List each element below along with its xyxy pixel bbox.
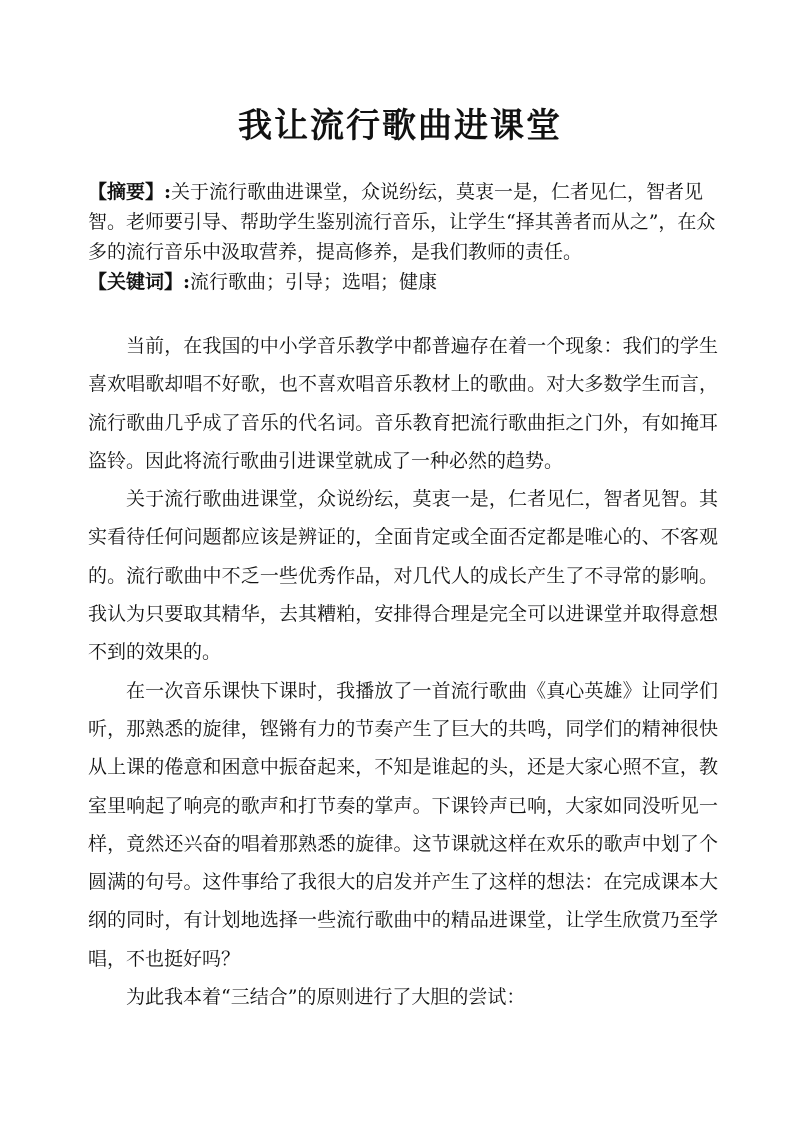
paragraph-2: 关于流行歌曲进课堂，众说纷纭，莫衷一是，仁者见仁，智者见智。其实看待任何问题都应该是辨证的，全面肯定或全面否定都是唯心的、不客观的。流行歌曲中不乏一些优秀作品，对几代人的成长产生了不寻常的影响。我认为只要取其精华，去其糟粕，安排得合理是完全可以进课堂并取得意想不到的效果的。 xyxy=(88,488,718,664)
document-title: 我让流行歌曲进课堂 xyxy=(238,106,562,146)
keywords-label: 【关键词】: xyxy=(88,271,191,293)
body-text xyxy=(88,327,718,1016)
abstract-label: 【摘要】: xyxy=(88,181,172,203)
keywords-text: 流行歌曲；引导；选唱；健康 xyxy=(190,271,438,293)
keywords xyxy=(88,267,718,297)
paragraph-4: 为此我本着“三结合”的原则进行了大胆的尝试： xyxy=(126,986,526,1009)
abstract-text: 关于流行歌曲进课堂，众说纷纭，莫衷一是，仁者见仁，智者见智。老师要引导、帮助学生鉴别流行音乐，让学生“择其善者而从之”，在众多的流行音乐中汲取营养，提高修养，是我们教师的责任。 xyxy=(88,181,716,263)
paragraph-3: 在一次音乐课快下课时，我播放了一首流行歌曲《真心英雄》让同学们听，那熟悉的旋律，铿锵有力的节奏产生了巨大的共鸣，同学们的精神很快从上课的倦意和困意中振奋起来，不知是谁起的头，还是大家心照不宣，教室里响起了响亮的歌声和打节奏的掌声。下课铃声已响，大家如同没听见一样，竟然还兴奋的唱着那熟悉的旋律。这节课就这样在欢乐的歌声中划了个圆满的句号。这件事给了我很大的启发并产生了这样的想法：在完成课本大纲的同时，有计划地选择一些流行歌曲中的精品进课堂，让学生欣赏乃至学唱，不也挺好吗？ xyxy=(88,679,718,970)
abstract xyxy=(88,177,718,267)
paragraph-1: 当前，在我国的中小学音乐教学中都普遍存在着一个现象：我们的学生喜欢唱歌却唱不好歌，也不喜欢唱音乐教材上的歌曲。对大多数学生而言，流行歌曲几乎成了音乐的代名词。音乐教育把流行歌曲拒之门外，有如掩耳盗铃。因此将流行歌曲引进课堂就成了一种必然的趋势。 xyxy=(88,335,718,472)
